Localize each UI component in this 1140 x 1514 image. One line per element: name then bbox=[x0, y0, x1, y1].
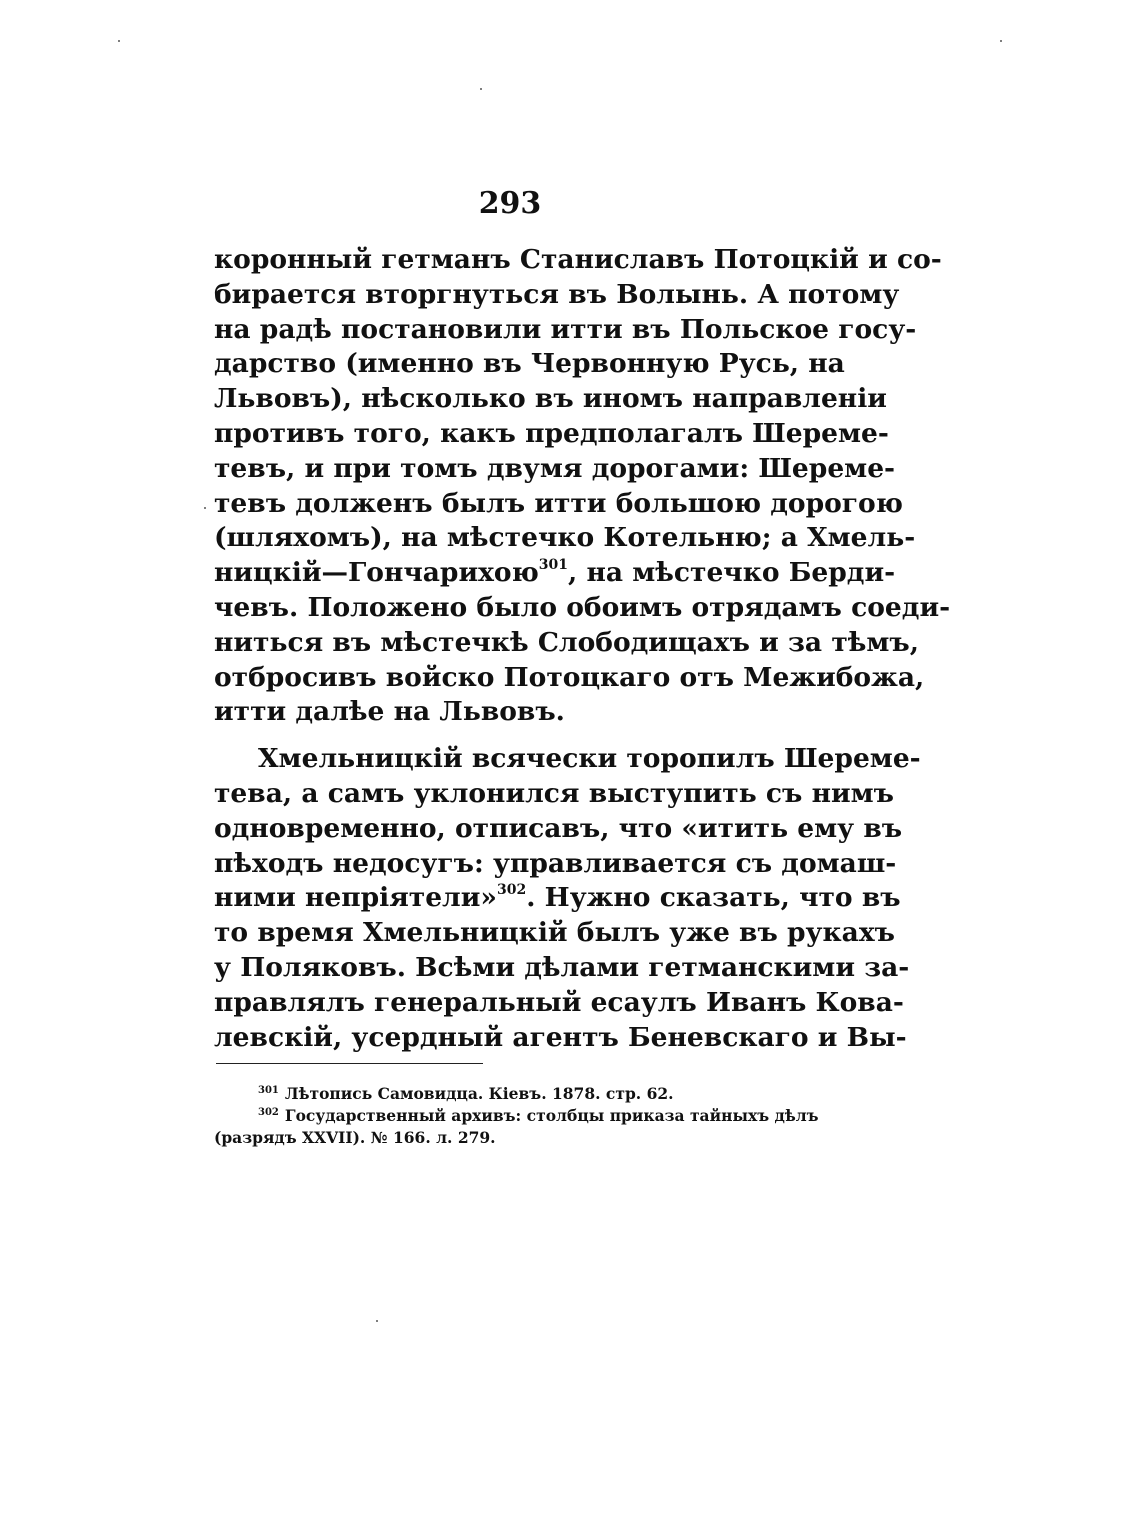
text-fragment: . Нужно сказать, что въ bbox=[526, 882, 901, 914]
scan-speck bbox=[118, 40, 120, 42]
text-line: бирается вторгнуться въ Волынь. А потому bbox=[214, 278, 900, 310]
text-line: итти далѣе на Львовъ. bbox=[214, 696, 565, 728]
text-line: ниться въ мѣстечкѣ Слободищахъ и за тѣмъ, bbox=[214, 626, 919, 658]
text-fragment: , на мѣстечко Берди- bbox=[568, 557, 896, 589]
text-line bbox=[214, 556, 896, 591]
text-fragment: ними непріятели» bbox=[214, 882, 497, 914]
text-fragment: ницкій—Гончарихою bbox=[214, 557, 539, 589]
footnote-text: Государственный архивъ: столбцы приказа тайныхъ дѣлъ bbox=[284, 1106, 819, 1125]
page-number: 293 bbox=[478, 186, 542, 221]
footnote-number: 301 bbox=[258, 1085, 279, 1096]
text-line: одновременно, отписавъ, что «итить ему въ bbox=[214, 812, 903, 844]
text-line: левскій, усердный агентъ Беневскаго и Вы- bbox=[214, 1021, 907, 1053]
text-line bbox=[214, 881, 901, 916]
footnote-reference: 302 bbox=[496, 882, 527, 899]
text-line: Хмельницкій всячески торопилъ Шереме- bbox=[258, 743, 921, 775]
text-line: правлялъ генеральный есаулъ Иванъ Кова- bbox=[214, 986, 904, 1018]
text-line: тевъ долженъ былъ итти большою дорогою bbox=[214, 487, 903, 519]
text-line: чевъ. Положено было обоимъ отрядамъ соеди- bbox=[214, 591, 951, 623]
footnotes bbox=[214, 1083, 819, 1149]
footnote bbox=[214, 1105, 819, 1127]
text-line: коронный гетманъ Станиславъ Потоцкій и со- bbox=[214, 244, 942, 275]
text-line: противъ того, какъ предполагалъ Шереме- bbox=[214, 417, 889, 449]
body-text bbox=[214, 243, 951, 1055]
footnote-divider bbox=[216, 1063, 483, 1064]
text-line: пѣходъ недосугъ: управливается съ домаш- bbox=[214, 847, 897, 879]
text-line: тевъ, и при томъ двумя дорогами: Шереме- bbox=[214, 452, 896, 484]
text-line: у Поляковъ. Всѣми дѣлами гетманскими за- bbox=[214, 951, 910, 983]
scan-speck bbox=[204, 507, 206, 509]
text-line: на радѣ постановили итти въ Польское госу- bbox=[214, 313, 917, 345]
scan-speck bbox=[376, 1320, 378, 1322]
footnote-number: 302 bbox=[258, 1107, 279, 1118]
footnote bbox=[214, 1083, 804, 1105]
text-line: (шляхомъ), на мѣстечко Котельню; а Хмель- bbox=[214, 522, 916, 554]
footnote-text: Лѣтопись Самовидца. Кіевъ. 1878. стр. 62. bbox=[284, 1084, 674, 1103]
text-line: то время Хмельницкій былъ уже въ рукахъ bbox=[214, 917, 895, 949]
text-line: тева, а самъ уклонился выступить съ нимъ bbox=[214, 777, 894, 809]
text-line: Львовъ), нѣсколько въ иномъ направленіи bbox=[214, 383, 887, 415]
footnote-reference: 301 bbox=[538, 557, 568, 574]
scan-speck bbox=[480, 88, 482, 90]
scan-speck bbox=[1000, 40, 1002, 42]
text-line: дарство (именно въ Червонную Русь, на bbox=[214, 348, 845, 380]
text-line: отбросивъ войско Потоцкаго отъ Межибожа, bbox=[214, 661, 925, 693]
footnote-continuation: (разрядъ XXVII). № 166. л. 279. bbox=[214, 1128, 496, 1147]
